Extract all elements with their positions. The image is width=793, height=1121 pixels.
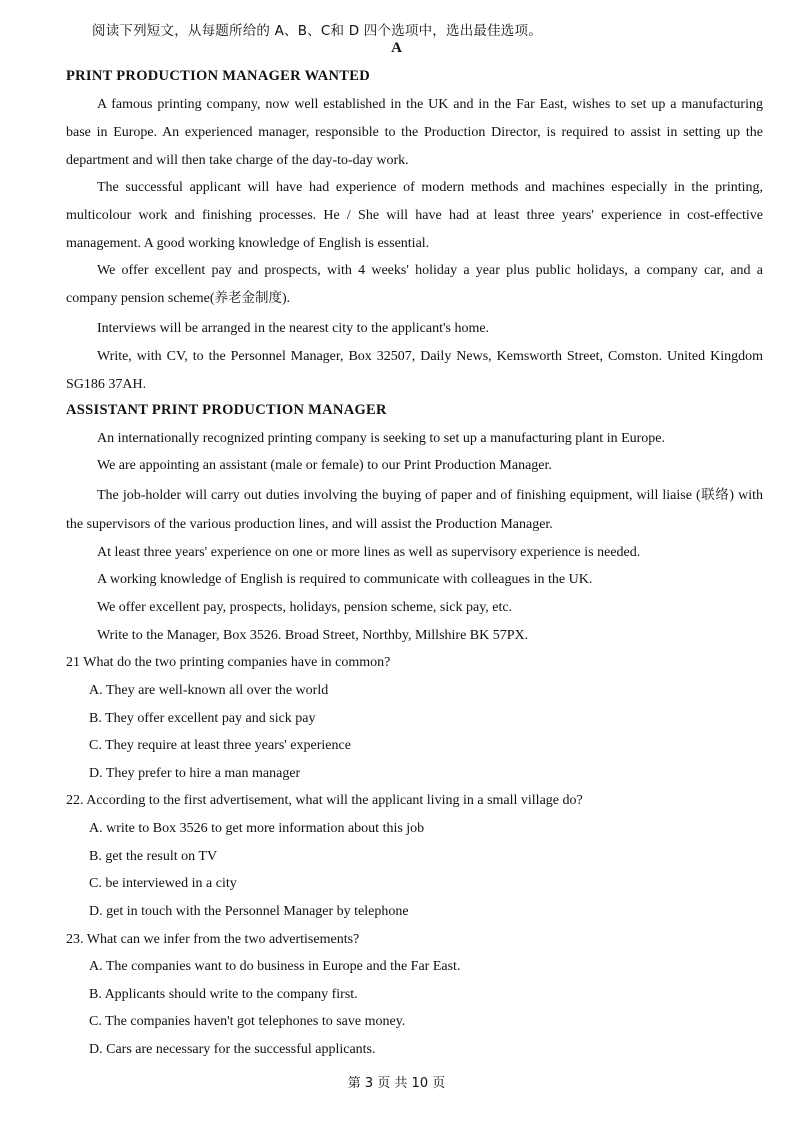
ad1-paragraph-3: [66, 257, 763, 313]
question-22: 22. According to the first advertisement, what will the applicant living in a small village do?: [66, 793, 583, 808]
q23-option-b: B. Applicants should write to the company first.: [89, 987, 358, 1002]
ad1-paragraph-4: Interviews will be arranged in the nearest city to the applicant's home.: [97, 321, 490, 336]
q23-option-a: A. The companies want to do business in Europe and the Far East.: [89, 959, 461, 974]
ad1-p3-chinese-gloss: 养老金制度: [214, 289, 283, 306]
ad1-paragraph-1: A famous printing company, now well established in the UK and in the Far East, wishes to set up a manufacturing base in Europe. An experienced manager, responsible to the Production Director, is required to assist in setting up the department and will then take charge of the day-to-day work.: [66, 97, 763, 168]
question-21: 21 What do the two printing companies have in common?: [66, 655, 391, 670]
instruction-text: 阅读下列短文，从每题所给的 A、B、C和 D 四个选项中，选出最佳选项。: [92, 23, 542, 39]
ad2-line-1: An internationally recognized printing company is seeking to set up a manufacturing plant in Europe.: [97, 431, 666, 446]
q22-option-d: D. get in touch with the Personnel Manager by telephone: [89, 904, 409, 919]
ad2-line-4: At least three years' experience on one or more lines as well as supervisory experience is needed.: [97, 545, 641, 560]
q23-option-c: C. The companies haven't got telephones to save money.: [89, 1014, 406, 1029]
ad2-line-7: Write to the Manager, Box 3526. Broad Street, Northby, Millshire BK 57PX.: [97, 628, 529, 643]
page-footer: 第 3 页 共 10 页: [347, 1076, 446, 1091]
q21-option-d: D. They prefer to hire a man manager: [89, 766, 301, 781]
ad1-p3-text-end: ).: [282, 290, 291, 306]
ad2-line-6: We offer excellent pay, prospects, holidays, pension scheme, sick pay, etc.: [97, 600, 513, 615]
ad1-p3-text: We offer excellent pay and prospects, with 4 weeks' holiday a year plus public holidays, a company car, and a company pension scheme(: [66, 263, 763, 306]
q23-option-d: D. Cars are necessary for the successful applicants.: [89, 1042, 376, 1057]
section-letter: A: [391, 40, 402, 56]
ad2-p3-text-end: ) with the supervisors of the various production lines, and will assist the Production Manager.: [66, 488, 764, 532]
ad2-p3-chinese-gloss: 联络: [700, 487, 730, 503]
ad2-paragraph-3: [66, 481, 763, 539]
ad1-paragraph-2: The successful applicant will have had experience of modern methods and machines especially in the printing, multicolour work and finishing processes. He / She will have had at least three years' experience in cost-effective management. A good working knowledge of English is essential.: [66, 180, 763, 251]
question-23: 23. What can we infer from the two advertisements?: [66, 932, 360, 947]
ad2-p3-text: The job-holder will carry out duties involving the buying of paper and of finishing equipment, will liaise (: [97, 488, 701, 503]
q22-option-c: C. be interviewed in a city: [89, 876, 237, 891]
q21-option-c: C. They require at least three years' experience: [89, 738, 351, 753]
ad1-heading: PRINT PRODUCTION MANAGER WANTED: [66, 68, 371, 84]
q21-option-b: B. They offer excellent pay and sick pay: [89, 711, 316, 726]
ad1-paragraph-5: Write, with CV, to the Personnel Manager, Box 32507, Daily News, Kemsworth Street, Comston. United Kingdom SG186 37AH.: [66, 349, 763, 392]
q22-option-a: A. write to Box 3526 to get more information about this job: [89, 821, 425, 836]
ad2-heading: ASSISTANT PRINT PRODUCTION MANAGER: [66, 402, 387, 418]
q21-option-a: A. They are well-known all over the world: [89, 683, 329, 698]
ad2-line-5: A working knowledge of English is required to communicate with colleagues in the UK.: [97, 572, 593, 587]
ad2-line-2: We are appointing an assistant (male or female) to our Print Production Manager.: [97, 458, 552, 473]
q22-option-b: B. get the result on TV: [89, 849, 218, 864]
